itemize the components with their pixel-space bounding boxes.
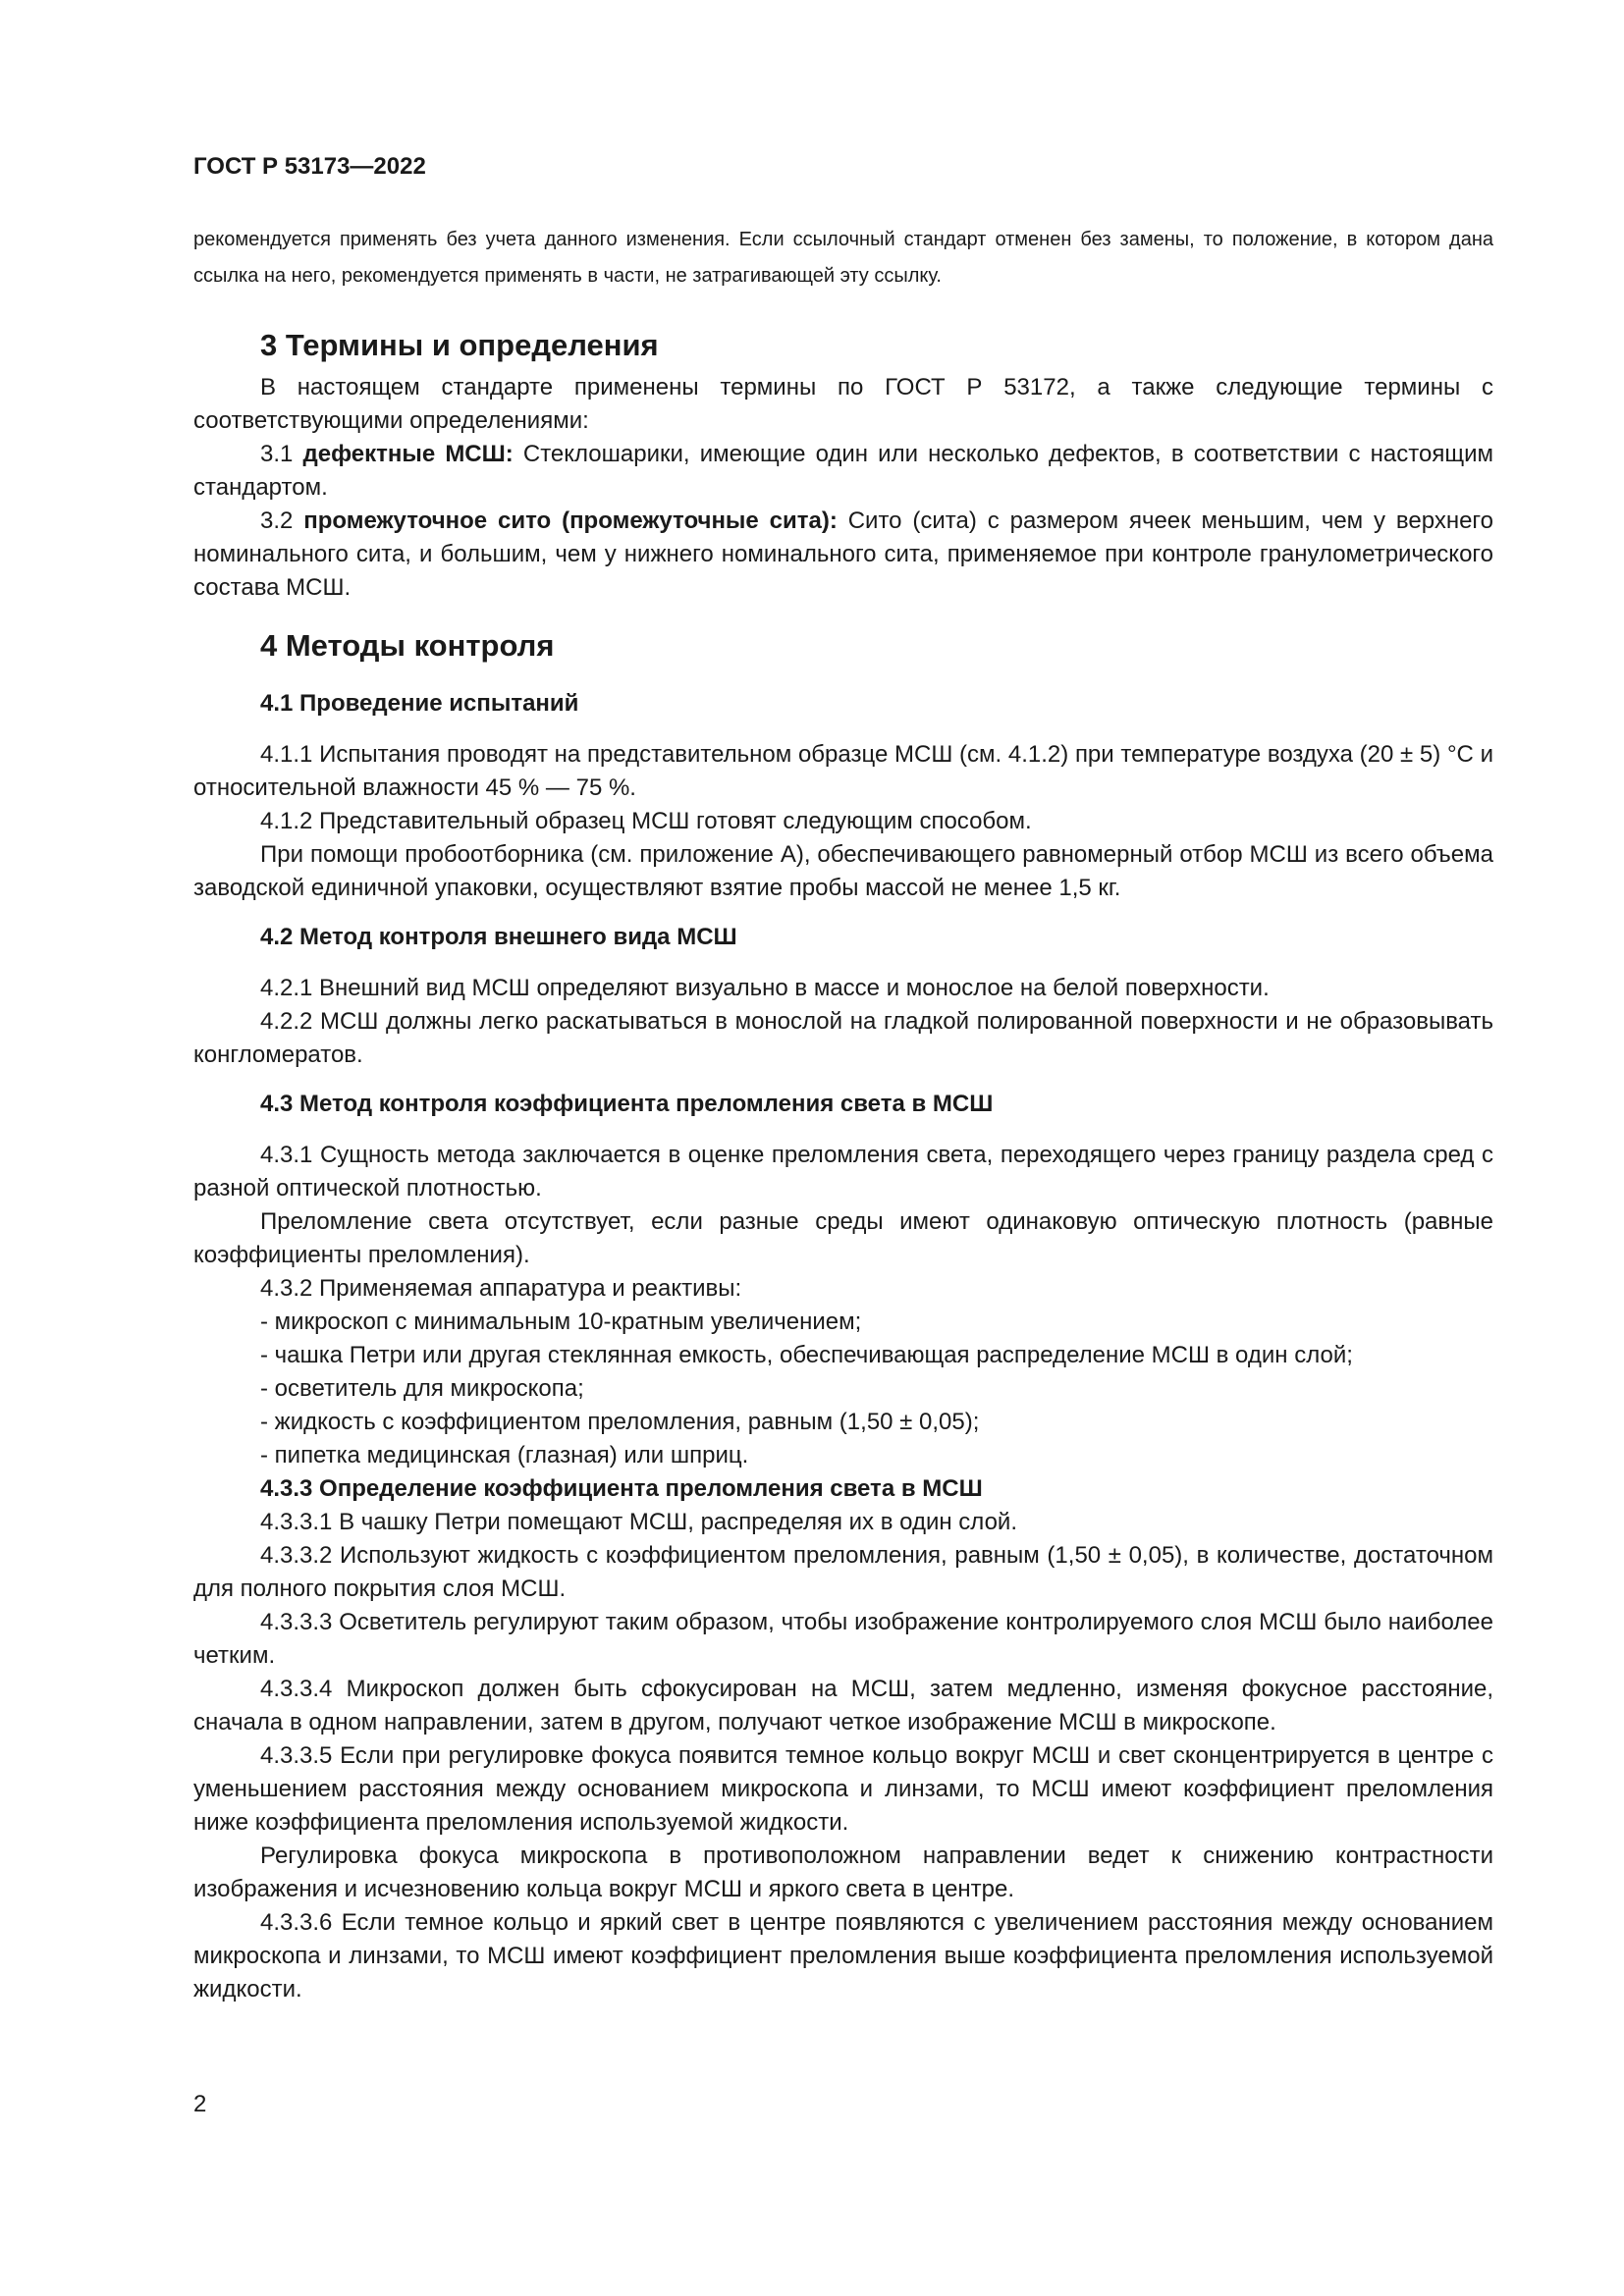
paragraph-4-1-2-b: При помощи пробоотборника (см. приложение А), обеспечивающего равномерный отбор МСШ из всего объема заводской единичной упаковки, осуществляют взятие пробы массой не менее 1,5 кг. [193,841,1493,901]
term-3-2 [193,505,1493,605]
document-header: ГОСТ Р 53173—2022 [193,153,426,180]
paragraph-4-2-1: 4.2.1 Внешний вид МСШ определяют визуально в массе и монослое на белой поверхности. [260,975,1270,1001]
term-3-1-number: 3.1 [260,441,303,467]
subsection-4-3-3-title: 4.3.3 Определение коэффициента преломления света в МСШ [260,1475,983,1502]
intro-paragraph: рекомендуется применять без учета данного изменения. Если ссылочный стандарт отменен без замены, то положение, в котором дана ссылка на него, рекомендуется применять в части, не затрагивающей эту ссылку. [193,229,1493,287]
paragraph-4-3-3-5-b: Регулировка фокуса микроскопа в противоположном направлении ведет к снижению контрастности изображения и исчезновению кольца вокруг МСШ и яркого света в центре. [193,1842,1493,1902]
term-3-1-name: дефектные МСШ: [302,441,514,467]
list-item: - осветитель для микроскопа; [260,1375,584,1402]
paragraph-4-2-2: 4.2.2 МСШ должны легко раскатываться в монослой на гладкой полированной поверхности и не образовывать конгломератов. [193,1008,1493,1068]
paragraph-4-3-3-2: 4.3.3.2 Используют жидкость с коэффициентом преломления, равным (1,50 ± 0,05), в количестве, достаточном для полного покрытия слоя МСШ. [193,1542,1493,1602]
term-3-2-number: 3.2 [260,507,304,534]
paragraph-4-1-1: 4.1.1 Испытания проводят на представительном образце МСШ (см. 4.1.2) при температуре воздуха (20 ± 5) °С и относительной влажности 45 % — 75 %. [193,741,1493,801]
section-4-title: 4 Методы контроля [260,628,555,663]
subsection-4-2-title: 4.2 Метод контроля внешнего вида МСШ [260,924,737,950]
list-item: - жидкость с коэффициентом преломления, равным (1,50 ± 0,05); [260,1409,980,1435]
paragraph-4-3-2: 4.3.2 Применяемая аппаратура и реактивы: [260,1275,742,1302]
paragraph-3-intro: В настоящем стандарте применены термины по ГОСТ Р 53172, а также следующие термины с соответствующими определениями: [193,374,1493,434]
paragraph-4-3-1: 4.3.1 Сущность метода заключается в оценке преломления света, переходящего через границу раздела сред с разной оптической плотностью. [193,1142,1493,1201]
term-3-2-name: промежуточное сито (промежуточные сита): [303,507,838,534]
subsection-4-3-title: 4.3 Метод контроля коэффициента преломления света в МСШ [260,1091,994,1117]
paragraph-4-3-3-4: 4.3.3.4 Микроскоп должен быть сфокусирован на МСШ, затем медленно, изменяя фокусное расстояние, сначала в одном направлении, затем в другом, получают четкое изображение МСШ в микроскопе. [193,1676,1493,1735]
page-content [193,326,1493,2006]
page-number: 2 [193,2091,207,2117]
paragraph-4-1-2: 4.1.2 Представительный образец МСШ готовят следующим способом. [260,808,1032,834]
paragraph-4-3-3-6: 4.3.3.6 Если темное кольцо и яркий свет в центре появляются с увеличением расстояния между основанием микроскопа и линзами, то МСШ имеют коэффициент преломления выше коэффициента преломления используемой жидкости. [193,1909,1493,2002]
section-3-title: 3 Термины и определения [260,328,659,362]
paragraph-4-3-3-5: 4.3.3.5 Если при регулировке фокуса появится темное кольцо вокруг МСШ и свет сконцентрируется в центре с уменьшением расстояния между основанием микроскопа и линзами, то МСШ имеют коэффициент преломления ниже коэффициента преломления используемой жидкости. [193,1742,1493,1836]
list-item: - пипетка медицинская (глазная) или шприц. [260,1442,749,1468]
list-item: - микроскоп с минимальным 10-кратным увеличением; [260,1308,862,1335]
term-3-1 [193,438,1493,505]
paragraph-4-3-3-3: 4.3.3.3 Осветитель регулируют таким образом, чтобы изображение контролируемого слоя МСШ было наиболее четким. [193,1609,1493,1669]
paragraph-4-3-3-1: 4.3.3.1 В чашку Петри помещают МСШ, распределяя их в один слой. [260,1509,1017,1535]
subsection-4-1-title: 4.1 Проведение испытаний [260,690,579,717]
paragraph-4-3-1-b: Преломление света отсутствует, если разные среды имеют одинаковую оптическую плотность (равные коэффициенты преломления). [193,1208,1493,1268]
term-3-1-definition: Стеклошарики, имеющие один или несколько дефектов, в соответствии с настоящим стандартом. [193,441,1493,501]
term-3-2-definition: Сито (сита) с размером ячеек меньшим, чем у верхнего номинального сита, и большим, чем у нижнего номинального сита, применяемое при контроле гранулометрического состава МСШ. [193,507,1493,601]
list-item: - чашка Петри или другая стеклянная емкость, обеспечивающая распределение МСШ в один слой; [260,1342,1353,1368]
